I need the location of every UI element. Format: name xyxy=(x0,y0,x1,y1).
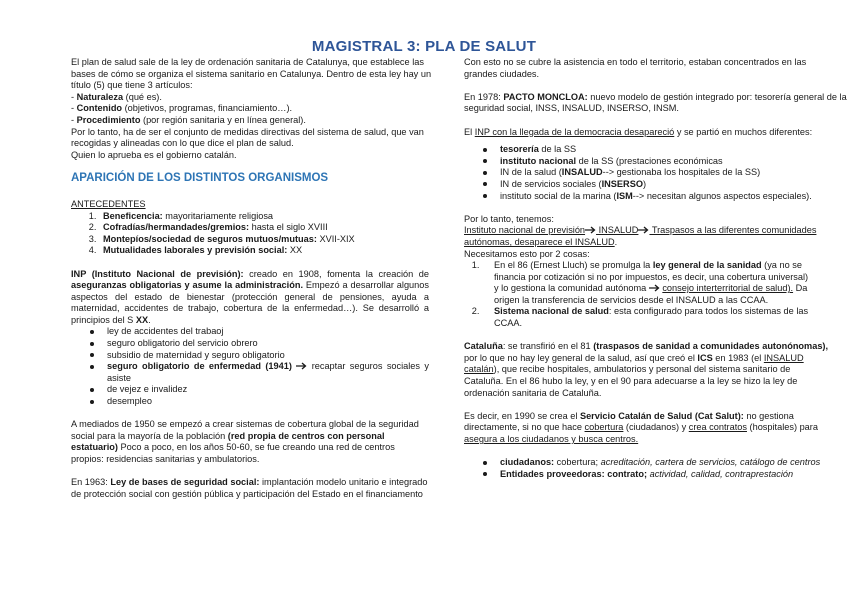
antecedentes-list xyxy=(71,211,429,257)
list-item: seguro obligatorio del servicio obrero xyxy=(89,338,429,350)
necesitamos-line: Necesitamos esto por 2 cosas: xyxy=(464,248,590,259)
section-heading: APARICIÓN DE LOS DISTINTOS ORGANISMOS xyxy=(71,172,329,185)
antecedentes-label: ANTECEDENTES xyxy=(71,198,146,209)
cobertura-paragraph: A mediados de 1950 se empezó a crear sistemas de cobertura global de la seguridad social para la mayoría de la población (red propia de centros con personal estatuario) Poco a poco, en los años 50-60, se fue creando una red de centros propios: residencias sanitarias y ambulatorios. xyxy=(71,419,419,464)
list-item: instituto nacional de la SS (prestaciones económicas xyxy=(482,156,848,168)
moncloa-line: En 1978: PACTO MONCLOA: nuevo modelo de gestión integrado por: tesorería general de la xyxy=(464,91,847,102)
list-item: desempleo xyxy=(89,396,429,408)
list-item: Entidades proveedoras: contrato; actividad, calidad, contraprestación xyxy=(482,469,848,481)
list-item: subsidio de maternidad y seguro obligatorio xyxy=(89,350,429,362)
intro-line: título (5) que tiene 3 artículos: xyxy=(71,80,193,91)
text-line: grandes ciudades. xyxy=(464,68,540,79)
list-item: IN de la salud (INSALUD--> gestionaba los hospitales de la SS) xyxy=(482,167,848,179)
list-item: 1. En el 86 (Ernest Lluch) se promulga la ley general de la sanidad (ya no se financia por cotización si no por impuestos, es decir, una cobertura universal) y lo gestiona la comunidad autónoma consejo interterritorial de salud). Da origen la transferencia de servicios desde el INSALUD a las CCAA. xyxy=(482,260,848,306)
catsalut-paragraph: Es decir, en 1990 se crea el Servicio Catalán de Salud (Cat Salut): no gestiona directamente, si no que hace cobertura (ciudadanos) y crea contratos (hospitales) para asegura a los ciudadanos y busca centros. xyxy=(464,410,818,444)
moncloa-line: seguridad social, INSS, INSALUD, INSERSO, INSM. xyxy=(464,103,679,114)
inp-split-line: El INP con la llegada de la democracia desapareció y se partió en muchos diferentes: xyxy=(464,126,813,137)
list-item: seguro obligatorio de enfermedad (1941) recaptar seguros sociales y asiste xyxy=(89,361,429,384)
ley1963-paragraph: En 1963: Ley de bases de seguridad social: implantación modelo unitario e integrado de protección social con gestión pública y participación del Estado en el financiamento xyxy=(71,477,428,499)
arrow-right-icon xyxy=(649,284,660,292)
list-item: de vejez e invalidez xyxy=(89,384,429,396)
list-item: 2. Sistema nacional de salud: esta configurado para todos los sistemas de las CCAA. xyxy=(482,306,848,329)
list-item: ley de accidentes del trabaoj xyxy=(89,326,429,338)
catsalut-bullet-list xyxy=(464,457,848,480)
intro-closing-line: Por lo tanto, ha de ser el conjunto de medidas directivas del sistema de salud, que van xyxy=(71,126,424,137)
list-item: ciudadanos: cobertura; acreditación, cartera de servicios, catálogo de centros xyxy=(482,457,848,469)
list-item: instituto social de la marina (ISM--> necesitan algunos aspectos especiales). xyxy=(482,191,848,203)
list-item: 1. Beneficencia: mayoritariamente religiosa xyxy=(99,211,429,223)
article-item: - Procedimiento (por región sanitaria y en línea general). xyxy=(71,114,306,125)
list-item: tesorería de la SS xyxy=(482,144,848,156)
cataluna-paragraph: Cataluña: se transfirió en el 81 (traspasos de sanidad a comunidades autonónomas), por lo que no hay ley general de la salud, así que creó el ICS en 1983 (el INSALUD catalán), que recibe hospitales, ambulatorios y personal del sistema sanitario de Cataluña. En el 86 hubo la ley, y en el 90 para adecuarse a la ley se hizo la ley de ordenación sanitaria de Cataluña. xyxy=(464,341,829,398)
article-item: - Contenido (objetivos, programas, financiamiento…). xyxy=(71,103,293,114)
page-title: MAGISTRAL 3: PLA DE SALUT xyxy=(311,38,537,55)
list-item: IN de servicios sociales (INSERSO) xyxy=(482,179,848,191)
intro-line: bases de cómo se organiza el sistema sanitario en Catalunya. Dentro de esta ley hay un xyxy=(71,68,432,79)
inp-bullet-list xyxy=(71,326,429,407)
intro-closing-line: Quien lo aprueba es el gobierno catalán. xyxy=(71,149,237,160)
arrow-right-icon xyxy=(585,226,596,234)
list-item: 4. Mutualidades laborales y previsión social: XX xyxy=(99,245,429,257)
organisms-list xyxy=(464,144,848,202)
intro-closing-line: recogidas y alineadas con lo que dice el plan de salud. xyxy=(71,138,294,149)
arrow-right-icon xyxy=(638,226,649,234)
arrow-right-icon xyxy=(296,362,307,370)
list-item: 2. Cofradías/hermandades/gremios: hasta el siglo XVIII xyxy=(99,222,429,234)
text-line: Con esto no se cubre la asistencia en todo el territorio, estaban concentrados en las xyxy=(464,57,807,67)
right-column xyxy=(464,57,848,480)
article-item: - Naturaleza (qué es). xyxy=(71,91,162,102)
inp-paragraph: INP (Instituto Nacional de previsión): creado en 1908, fomenta la creación de aseguranzas obligatorias y asume la administración. Empezó a desarrollar algunos aspectos del estado de bienestar (protección general de pensiones, ayuda a maternidad, accidentes de trabajo, cobertura de la enfermedad…). Se desarrolló a principios del S XX. xyxy=(71,268,429,325)
traspasos-line: autónomas, desaparece el INSALUD. xyxy=(464,236,618,247)
traspasos-line: Instituto nacional de previsión INSALUD Traspasos a las diferentes comunidades xyxy=(464,225,817,236)
tenemos-line: Por lo tanto, tenemos: xyxy=(464,213,554,224)
intro-line: El plan de salud sale de la ley de ordenación sanitaria de Catalunya, que establece las xyxy=(71,57,424,67)
intro-paragraph xyxy=(71,57,432,161)
list-item: 3. Montepíos/sociedad de seguros mutuos/mutuas: XVII-XIX xyxy=(99,234,429,246)
left-column xyxy=(71,57,432,500)
reasons-list xyxy=(464,260,848,330)
